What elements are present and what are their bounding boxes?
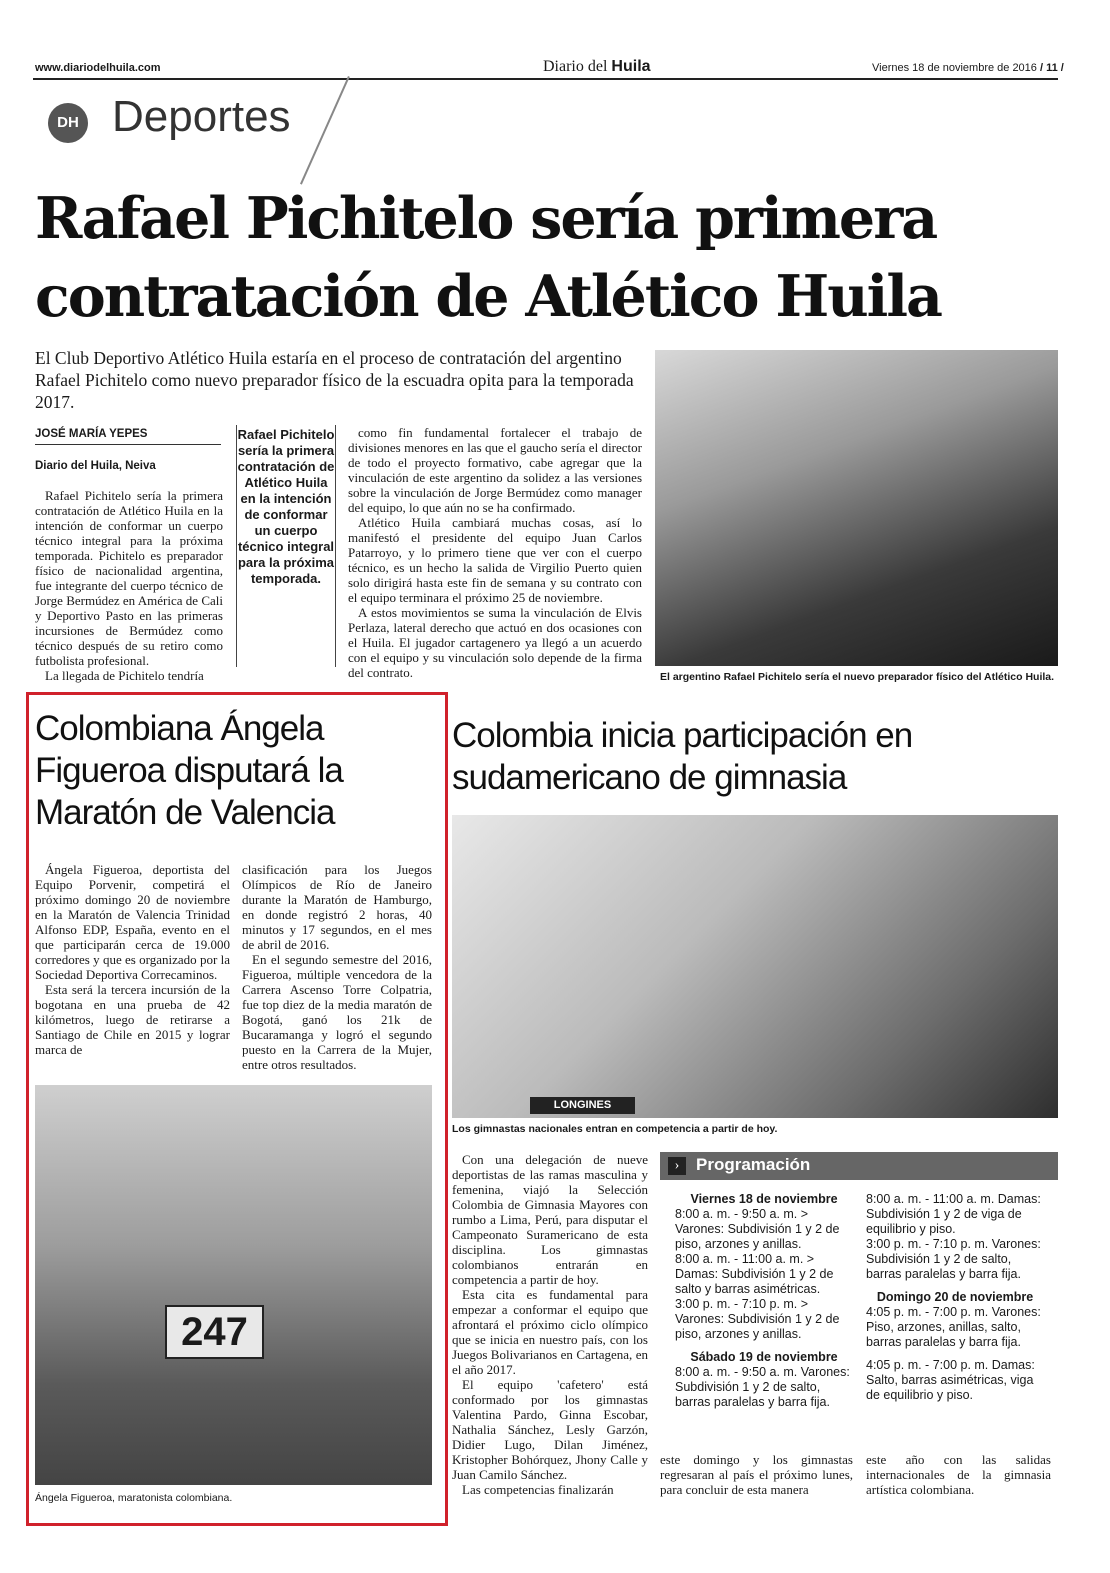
paragraph: Rafael Pichitelo sería la primera contratación de Atlético Huila en la intención de conformar un cuerpo técnico integral para la próxima temporada. Pichitelo es preparador físico de nacionalidad argentina, fue integrante del cuerpo técnico de Jorge Bermúdez en América de Cali y Deportivo Pasto en las primeras incursiones de Bermúdez como técnico después de su retiro como futbolista profesional. (35, 488, 223, 668)
main-column-1 (35, 488, 223, 683)
header-rule (33, 78, 1058, 80)
gymnastics-column (452, 1152, 648, 1497)
program-title: Programación (696, 1155, 811, 1174)
runner-photo-caption: Ángela Figueroa, maratonista colombiana. (35, 1492, 233, 1504)
sponsor-banner: LONGINES (530, 1097, 635, 1114)
pull-quote: Rafael Pichitelo sería la primera contratación de Atlético Huila en la intención de conformar un cuerpo técnico integral para la próxima temporada. (236, 425, 336, 667)
gymnast-photo-caption: Los gimnastas nacionales entran en competencia a partir de hoy. (452, 1123, 778, 1135)
program-event: 8:00 a. m. - 9:50 a. m. Varones: Subdivisión 1 y 2 de salto, barras paralelas y barra fija. (675, 1365, 850, 1409)
marathon-headline: Colombiana Ángela Figueroa disputará la Maratón de Valencia (35, 709, 343, 832)
paragraph: A estos movimientos se suma la vinculación de Elvis Perlaza, lateral derecho que actuó en dos ocasiones con el Huila. El jugador cartagenero ya llegó a un acuerdo con el equipo y su vinculación solo depende de la firma del contrato. (348, 605, 642, 680)
issue-date: Viernes 18 de noviembre de 2016 (872, 62, 1037, 74)
byline: JOSÉ MARÍA YEPES (35, 428, 148, 440)
program-event: 8:00 a. m. - 11:00 a. m. > Damas: Subdivisión 1 y 2 de salto y barras asimétricas. (675, 1252, 834, 1296)
paragraph: Esta cita es fundamental para empezar a conformar el equipo que afrontará el próximo ciclo olímpico que se inicia en nuestro país, con los Juegos Bolivarianos en Cartagena, en el año 2017. (452, 1287, 648, 1377)
race-bib-number: 247 (165, 1305, 264, 1359)
paragraph: Las competencias finalizarán (462, 1482, 614, 1497)
paper-prefix: Diario del (543, 58, 612, 75)
website-url: www.diariodelhuila.com (35, 62, 161, 74)
page-number: / 11 / (1036, 62, 1064, 74)
program-day: Sábado 19 de noviembre (690, 1350, 838, 1364)
program-day: Domingo 20 de noviembre (876, 1290, 1034, 1304)
program-event: 8:00 a. m. - 9:50 a. m. > Varones: Subdivisión 1 y 2 de piso, arzones y anillas. (675, 1207, 840, 1251)
byline-rule (35, 444, 221, 445)
paragraph: El equipo 'cafetero' está conformado por los gimnastas Valentina Pardo, Ginna Escobar, Nathalia Sánchez, Lesly Garzón, Didier Lugo, Dilan Jiménez, Kristopher Bohórquez, Jhony Calle y Juan Camilo Sánchez. (452, 1377, 648, 1482)
decorative-slash (300, 76, 350, 185)
paragraph: En el segundo semestre del 2016, Figueroa, múltiple vencedora de la Carrera Ascenso Torre Colpatria, fue top diez de la media maratón de Bogotá, ganó los 21k de Bucaramanga y logró el segundo puesto en la Carrera de la Mujer, entre otros resultados. (242, 952, 432, 1072)
paragraph: La llegada de Pichitelo tendría (45, 668, 204, 683)
paragraph: Esta será la tercera incursión de la bogotana en una prueba de 42 kilómetros, luego de retirarse a Santiago de Chile en 2015 y lograr marca de (35, 982, 230, 1057)
paper-name (543, 58, 651, 76)
marathon-column-1 (35, 862, 230, 1057)
program-event: 3:00 p. m. - 7:10 p. m. > Varones: Subdivisión 1 y 2 de piso, arzones y anillas. (675, 1297, 840, 1341)
coach-photo (655, 350, 1058, 666)
program-column-1 (675, 1192, 853, 1410)
program-event: 3:00 p. m. - 7:10 p. m. Varones: Subdivisión 1 y 2 de salto, barras paralelas y barra fija. (866, 1237, 1041, 1281)
paper-brand: Huila (611, 58, 651, 75)
runner-photo (35, 1085, 432, 1485)
gymnastics-headline: Colombia inicia participación en sudamericano de gimnasia (452, 716, 913, 797)
program-column-2 (866, 1192, 1044, 1403)
headline-line-1: Rafael Pichitelo sería primera (35, 185, 937, 252)
paragraph: Con una delegación de nueve deportistas de las ramas masculina y femenina, viajó la Selección Colombia de Gimnasia Mayores con rumbo a Lima, Perú, para disputar el Campeonato Suramericano de esta disciplina. Los gimnastas colombianos entrarán en competencia a partir de hoy. (452, 1152, 648, 1287)
program-event: 4:05 p. m. - 7:00 p. m. Varones: Piso, arzones, anillas, salto, barras paralelas y barra fija. (866, 1305, 1041, 1349)
paragraph: Atlético Huila cambiará muchas cosas, así lo manifestó el presidente del equipo Juan Carlos Patarroyo, y lo primero tiene que ver con el cuerpo técnico, es un hecho la salida de Virgilio Puerto quien solo dirigirá hasta este fin de semana y su contrato con el equipo terminara el próximo 25 de noviembre. (348, 515, 642, 605)
program-event: 4:05 p. m. - 7:00 p. m. Damas: Salto, barras asimétricas, viga de equilibrio y piso. (866, 1358, 1035, 1402)
gymnast-photo (452, 815, 1058, 1118)
gymnastics-column-2: este domingo y los gimnastas regresaran al país el próximo lunes, para concluir de esta manera (660, 1452, 853, 1497)
coach-photo-caption: El argentino Rafael Pichitelo sería el nuevo preparador físico del Atlético Huila. (660, 671, 1055, 683)
headline-line-2: contratación de Atlético Huila (35, 263, 941, 330)
main-lead: El Club Deportivo Atlético Huila estaría en el proceso de contratación del argentino Rafael Pichitelo como nuevo preparador físico de la escuadra opita para la temporada 2017. (35, 348, 634, 412)
paragraph: Ángela Figueroa, deportista del Equipo Porvenir, competirá el próximo domingo 20 de noviembre en la Maratón de Valencia Trinidad Alfonso EDP, España, evento en el que participarán cerca de 19.000 corredores y que es organizado por la Sociedad Deportiva Correcaminos. (35, 862, 230, 982)
paragraph: como fin fundamental fortalecer el trabajo de divisiones menores en las que el gaucho sería el director de todo el proyecto formativo, cabe agregar que la vinculación de este argentino da solidez a las versiones sobre la vinculación de Jorge Bermúdez como manager del equipo, lo que aún no se ha confirmado. (348, 425, 642, 515)
section-title: Deportes (112, 92, 291, 141)
paragraph: clasificación para los Juegos Olímpicos de Río de Janeiro durante la Maratón de Hamburgo, en donde registró 2 horas, 40 minutos y 17 segundos, en el mes de abril de 2016. (242, 862, 432, 952)
main-headline (35, 180, 1045, 336)
dh-logo-icon: DH (48, 103, 88, 143)
main-column-3 (348, 425, 642, 680)
gymnastics-column-3: este año con las salidas internacionales de la gimnasia artística colombiana. (866, 1452, 1051, 1497)
program-day: Viernes 18 de noviembre (690, 1192, 838, 1206)
chevron-right-icon: › (668, 1157, 686, 1175)
marathon-column-2 (242, 862, 432, 1072)
dateline: Diario del Huila, Neiva (35, 460, 156, 472)
program-event: 8:00 a. m. - 11:00 a. m. Damas: Subdivisión 1 y 2 de viga de equilibrio y piso. (866, 1192, 1041, 1236)
issue-date-line (872, 62, 1064, 74)
